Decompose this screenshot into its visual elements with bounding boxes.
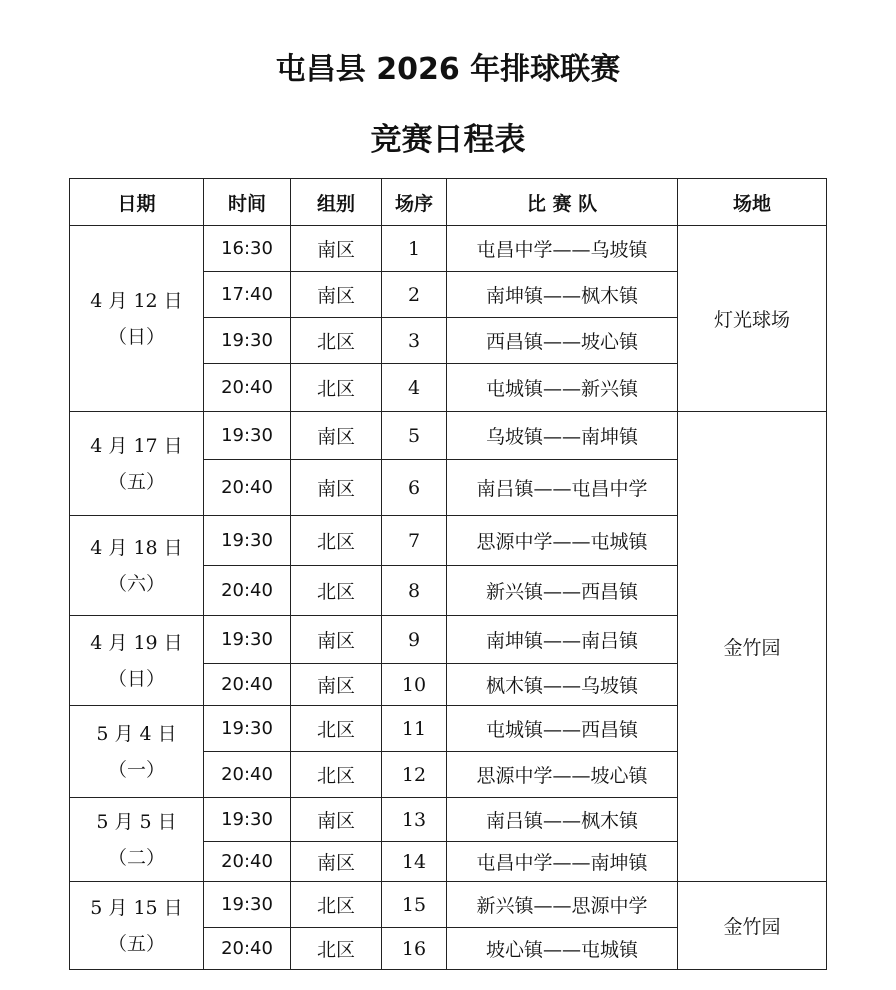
teams-cell: 屯城镇——西昌镇 <box>447 706 678 752</box>
group-cell: 南区 <box>291 842 382 882</box>
group-cell: 南区 <box>291 226 382 272</box>
teams-cell: 坡心镇——屯城镇 <box>447 928 678 970</box>
order-cell: 4 <box>382 364 447 412</box>
header-time: 时间 <box>204 179 291 226</box>
teams-cell: 新兴镇——思源中学 <box>447 882 678 928</box>
teams-cell: 屯城镇——新兴镇 <box>447 364 678 412</box>
order-cell: 9 <box>382 616 447 664</box>
group-cell: 北区 <box>291 706 382 752</box>
order-cell: 2 <box>382 272 447 318</box>
teams-cell: 屯昌中学——南坤镇 <box>447 842 678 882</box>
time-cell: 19:30 <box>204 318 291 364</box>
order-cell: 14 <box>382 842 447 882</box>
date-cell <box>70 798 204 882</box>
group-cell: 南区 <box>291 664 382 706</box>
schedule-table <box>69 178 827 970</box>
time-cell: 19:30 <box>204 706 291 752</box>
teams-cell: 西昌镇——坡心镇 <box>447 318 678 364</box>
teams-cell: 屯昌中学——乌坡镇 <box>447 226 678 272</box>
date-text: 5 月 4 日 <box>96 722 177 745</box>
group-cell: 北区 <box>291 752 382 798</box>
weekday-text: （二） <box>107 846 165 869</box>
group-cell: 北区 <box>291 566 382 616</box>
table-row <box>70 226 827 272</box>
time-cell: 19:30 <box>204 412 291 460</box>
venue-cell: 金竹园 <box>678 882 827 970</box>
order-cell: 3 <box>382 318 447 364</box>
order-cell: 11 <box>382 706 447 752</box>
time-cell: 20:40 <box>204 752 291 798</box>
date-cell <box>70 616 204 706</box>
date-cell <box>70 516 204 616</box>
time-cell: 17:40 <box>204 272 291 318</box>
date-cell <box>70 706 204 798</box>
date-cell <box>70 412 204 516</box>
date-text: 4 月 12 日 <box>90 289 183 312</box>
date-text: 4 月 19 日 <box>90 631 183 654</box>
time-cell: 19:30 <box>204 616 291 664</box>
venue-cell: 金竹园 <box>678 412 827 882</box>
teams-cell: 思源中学——屯城镇 <box>447 516 678 566</box>
date-text: 5 月 15 日 <box>90 896 183 919</box>
group-cell: 南区 <box>291 272 382 318</box>
page-subtitle: 竞赛日程表 <box>370 122 526 158</box>
order-cell: 15 <box>382 882 447 928</box>
weekday-text: （日） <box>107 325 165 348</box>
order-cell: 16 <box>382 928 447 970</box>
time-cell: 19:30 <box>204 798 291 842</box>
teams-cell: 南吕镇——枫木镇 <box>447 798 678 842</box>
group-cell: 北区 <box>291 364 382 412</box>
date-text: 4 月 18 日 <box>90 536 183 559</box>
header-teams: 比 赛 队 <box>447 179 678 226</box>
weekday-text: （五） <box>107 932 165 955</box>
date-cell <box>70 882 204 970</box>
header-group: 组别 <box>291 179 382 226</box>
group-cell: 南区 <box>291 616 382 664</box>
date-cell <box>70 226 204 412</box>
teams-cell: 枫木镇——乌坡镇 <box>447 664 678 706</box>
order-cell: 7 <box>382 516 447 566</box>
time-cell: 20:40 <box>204 460 291 516</box>
date-text: 5 月 5 日 <box>96 810 177 833</box>
table-row <box>70 882 827 928</box>
teams-cell: 南坤镇——枫木镇 <box>447 272 678 318</box>
group-cell: 南区 <box>291 412 382 460</box>
order-cell: 5 <box>382 412 447 460</box>
weekday-text: （五） <box>107 470 165 493</box>
order-cell: 6 <box>382 460 447 516</box>
group-cell: 北区 <box>291 516 382 566</box>
header-order: 场序 <box>382 179 447 226</box>
time-cell: 20:40 <box>204 928 291 970</box>
page-title: 屯昌县 2026 年排球联赛 <box>275 52 621 87</box>
group-cell: 北区 <box>291 928 382 970</box>
table-row <box>70 412 827 460</box>
weekday-text: （一） <box>107 758 165 781</box>
teams-cell: 乌坡镇——南坤镇 <box>447 412 678 460</box>
venue-cell: 灯光球场 <box>678 226 827 412</box>
time-cell: 16:30 <box>204 226 291 272</box>
teams-cell: 思源中学——坡心镇 <box>447 752 678 798</box>
group-cell: 北区 <box>291 882 382 928</box>
header-venue: 场地 <box>678 179 827 226</box>
order-cell: 1 <box>382 226 447 272</box>
time-cell: 19:30 <box>204 516 291 566</box>
order-cell: 13 <box>382 798 447 842</box>
order-cell: 10 <box>382 664 447 706</box>
weekday-text: （日） <box>107 667 165 690</box>
header-date: 日期 <box>70 179 204 226</box>
time-cell: 20:40 <box>204 842 291 882</box>
header-row <box>70 179 827 226</box>
time-cell: 20:40 <box>204 664 291 706</box>
group-cell: 北区 <box>291 318 382 364</box>
teams-cell: 南吕镇——屯昌中学 <box>447 460 678 516</box>
teams-cell: 南坤镇——南吕镇 <box>447 616 678 664</box>
date-text: 4 月 17 日 <box>90 434 183 457</box>
order-cell: 12 <box>382 752 447 798</box>
time-cell: 19:30 <box>204 882 291 928</box>
time-cell: 20:40 <box>204 566 291 616</box>
group-cell: 南区 <box>291 798 382 842</box>
order-cell: 8 <box>382 566 447 616</box>
teams-cell: 新兴镇——西昌镇 <box>447 566 678 616</box>
time-cell: 20:40 <box>204 364 291 412</box>
group-cell: 南区 <box>291 460 382 516</box>
weekday-text: （六） <box>107 572 165 595</box>
